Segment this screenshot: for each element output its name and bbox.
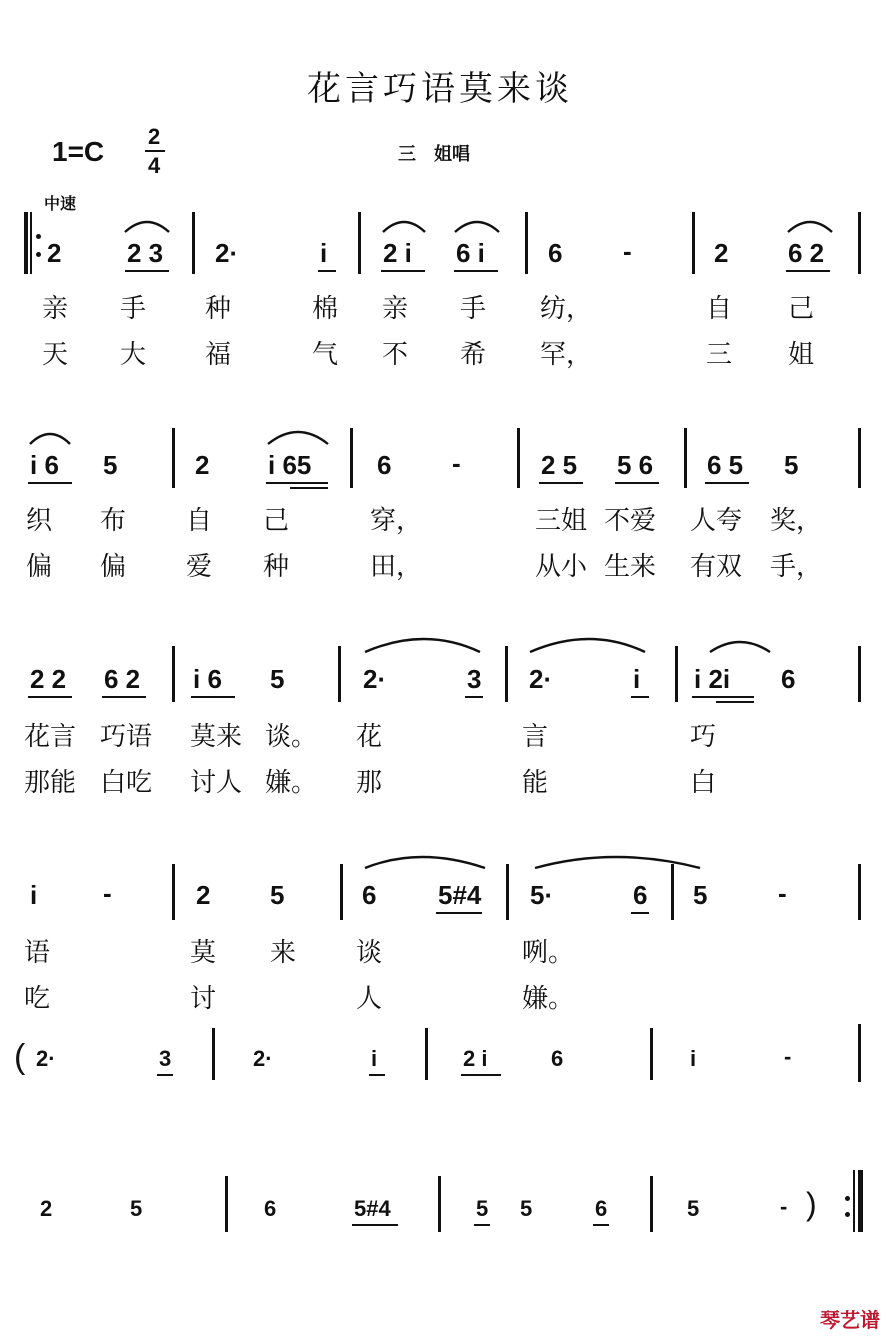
lyric: 莫 (190, 938, 217, 968)
note: 6 (551, 1046, 564, 1071)
lyric: 巧 (690, 722, 717, 752)
lyric: 从小 (535, 552, 588, 582)
time-signature-top: 2 (148, 124, 161, 149)
barline (858, 1024, 861, 1082)
note: 2 5 (541, 450, 578, 480)
note: i (371, 1046, 378, 1071)
lyric: 三 (706, 340, 733, 370)
barline (650, 1028, 653, 1080)
lyric: 自 (706, 294, 733, 324)
open-parenthesis: ( (14, 1038, 26, 1076)
barline (338, 646, 341, 702)
lyric: 奖， (770, 506, 823, 536)
beam (436, 912, 482, 914)
lyric: 己 (263, 506, 290, 536)
repeat-dot (36, 252, 41, 257)
lyric: 人夸 (690, 506, 743, 536)
repeat-dot (845, 1196, 850, 1201)
time-signature-bottom: 4 (148, 153, 161, 178)
lyric: 织 (26, 506, 53, 536)
repeat-dot (36, 234, 41, 239)
note: 5 (270, 664, 285, 694)
beam (28, 482, 72, 484)
barline (525, 212, 528, 274)
lyric: 布 (100, 506, 127, 536)
beam (318, 270, 336, 272)
note: i 65 (268, 450, 312, 480)
song-title: 花言巧语莫来谈 (307, 69, 573, 109)
lyric: 种 (263, 552, 290, 582)
note: 3 (467, 664, 482, 694)
barline (212, 1028, 215, 1080)
barline (350, 428, 353, 488)
lyric: 手 (120, 294, 147, 324)
note: 5 (520, 1196, 533, 1221)
lyric: 福 (205, 340, 232, 370)
note: 2· (36, 1046, 56, 1071)
note: 2 (714, 238, 729, 268)
dash: - (623, 236, 632, 266)
lyric: 讨 (190, 984, 217, 1014)
beam (461, 1074, 501, 1076)
note: i (633, 664, 641, 694)
beam (786, 270, 830, 272)
repeat-end-barline (858, 1170, 863, 1232)
barline (438, 1176, 441, 1232)
dash: - (103, 878, 112, 908)
beam (631, 912, 649, 914)
barline (858, 646, 861, 702)
note: i (690, 1046, 697, 1071)
tempo-marking: 中速 (44, 194, 77, 213)
note: i 6 (193, 664, 222, 694)
lyric: 手， (770, 552, 823, 582)
beam (290, 487, 328, 489)
note: 3 (159, 1046, 172, 1071)
note: 5 (476, 1196, 489, 1221)
lyric: 嫌。 (522, 984, 575, 1014)
barline (358, 212, 361, 274)
barline (684, 428, 687, 488)
lyric: 嫌。 (265, 768, 318, 798)
beam (692, 696, 754, 698)
lyric: 巧语 (100, 722, 153, 752)
lyric: 偏 (26, 552, 53, 582)
note: 2 (196, 880, 211, 910)
barline (858, 212, 861, 274)
dash: - (778, 878, 787, 908)
beam (352, 1224, 398, 1226)
note: 5 (270, 880, 285, 910)
barline (425, 1028, 428, 1080)
lyric: 希 (460, 340, 487, 370)
note: 6 (633, 880, 648, 910)
beam (191, 696, 235, 698)
beam (454, 270, 498, 272)
note: 2 (47, 238, 62, 268)
beam (474, 1224, 490, 1226)
lyric: 谈。 (265, 722, 318, 752)
note: 2· (363, 664, 387, 694)
lyric: 棉 (312, 294, 339, 324)
note: 6 (362, 880, 377, 910)
note: 2· (215, 238, 239, 268)
note: 6 2 (104, 664, 141, 694)
barline (858, 864, 861, 920)
beam (705, 482, 749, 484)
lyric: 咧。 (522, 938, 575, 968)
lyric: 天 (42, 340, 69, 370)
lyric: 自 (186, 506, 213, 536)
note: 6 2 (788, 238, 825, 268)
barline (225, 1176, 228, 1232)
note: 5 (687, 1196, 700, 1221)
note: 6 5 (707, 450, 744, 480)
note: 6 i (456, 238, 485, 268)
lyric: 花 (356, 722, 383, 752)
note: 5 (693, 880, 708, 910)
lyric: 言 (522, 722, 549, 752)
barline (172, 646, 175, 702)
beam (157, 1074, 173, 1076)
lyric: 吃 (24, 984, 51, 1014)
barline (172, 864, 175, 920)
note: 2· (529, 664, 553, 694)
dash: - (780, 1194, 788, 1219)
lyric: 讨人 (190, 768, 243, 798)
beam (539, 482, 583, 484)
lyric: 己 (788, 294, 815, 324)
lyric: 大 (120, 340, 147, 370)
beam (381, 270, 425, 272)
watermark-logo: 琴艺谱 (820, 1308, 880, 1332)
lyric: 能 (522, 768, 549, 798)
barline (172, 428, 175, 488)
beam (716, 701, 754, 703)
barline (675, 646, 678, 702)
lyric: 人 (356, 984, 383, 1014)
repeat-start-barline (24, 212, 28, 274)
barline (340, 864, 343, 920)
barline (505, 646, 508, 702)
note: 6 (264, 1196, 277, 1221)
singer-credit: 三 姐唱 (398, 144, 470, 165)
beam (465, 696, 483, 698)
barline (506, 864, 509, 920)
note: i 2i (694, 664, 731, 694)
note: 2 i (463, 1046, 488, 1071)
note: 2 2 (30, 664, 67, 694)
lyric: 亲 (42, 294, 69, 324)
lyric: 穿， (370, 506, 423, 536)
key-signature: 1=C (52, 136, 105, 167)
note: i (320, 238, 328, 268)
barline (692, 212, 695, 274)
barline (192, 212, 195, 274)
note: 5 (784, 450, 799, 480)
note: 6 (548, 238, 563, 268)
repeat-start-thin-line (30, 212, 32, 274)
lyric: 罕， (540, 340, 593, 370)
note: 2· (253, 1046, 273, 1071)
beam (102, 696, 146, 698)
lyric: 不 (382, 340, 409, 370)
note: 5· (530, 880, 554, 910)
beam (266, 482, 328, 484)
beam (28, 696, 72, 698)
repeat-end-thin-line (853, 1170, 855, 1232)
note: 6 (595, 1196, 608, 1221)
lyric: 种 (205, 294, 232, 324)
lyric: 谈 (356, 938, 383, 968)
lyric: 那 (356, 768, 383, 798)
lyric: 花言 (24, 722, 77, 752)
lyric: 手 (460, 294, 487, 324)
lyric: 不爱 (604, 506, 657, 536)
dash: - (784, 1044, 792, 1069)
barline (858, 428, 861, 488)
lyric: 那能 (24, 768, 77, 798)
note: 6 (781, 664, 796, 694)
lyric: 生来 (604, 552, 657, 582)
beam (631, 696, 649, 698)
repeat-dot (845, 1212, 850, 1217)
note: 5 6 (617, 450, 654, 480)
beam (615, 482, 659, 484)
note: 5 (130, 1196, 143, 1221)
lyric: 纺， (540, 294, 593, 324)
lyric: 来 (270, 938, 297, 968)
lyric: 莫来 (190, 722, 243, 752)
lyric: 田， (370, 552, 423, 582)
note: 5 (103, 450, 118, 480)
close-parenthesis: ) (806, 1186, 817, 1222)
note: 2 (195, 450, 210, 480)
lyric: 气 (312, 340, 339, 370)
lyric: 爱 (186, 552, 213, 582)
lyric: 白 (690, 768, 717, 798)
lyric: 白吃 (100, 768, 153, 798)
note: 5#4 (354, 1196, 391, 1221)
note: i (30, 880, 38, 910)
lyric: 有双 (690, 552, 743, 582)
beam (593, 1224, 609, 1226)
barline (517, 428, 520, 488)
lyric: 姐 (788, 340, 815, 370)
lyric: 三姐 (535, 506, 588, 536)
dash: - (452, 448, 461, 478)
note: 5#4 (438, 880, 482, 910)
lyric: 亲 (382, 294, 409, 324)
note: 6 (377, 450, 392, 480)
note: 2 3 (127, 238, 164, 268)
barline (671, 864, 674, 920)
note: 2 (40, 1196, 53, 1221)
beam (125, 270, 169, 272)
lyric: 语 (24, 938, 51, 968)
note: i 6 (30, 450, 59, 480)
barline (650, 1176, 653, 1232)
lyric: 偏 (100, 552, 127, 582)
beam (369, 1074, 385, 1076)
note: 2 i (383, 238, 412, 268)
